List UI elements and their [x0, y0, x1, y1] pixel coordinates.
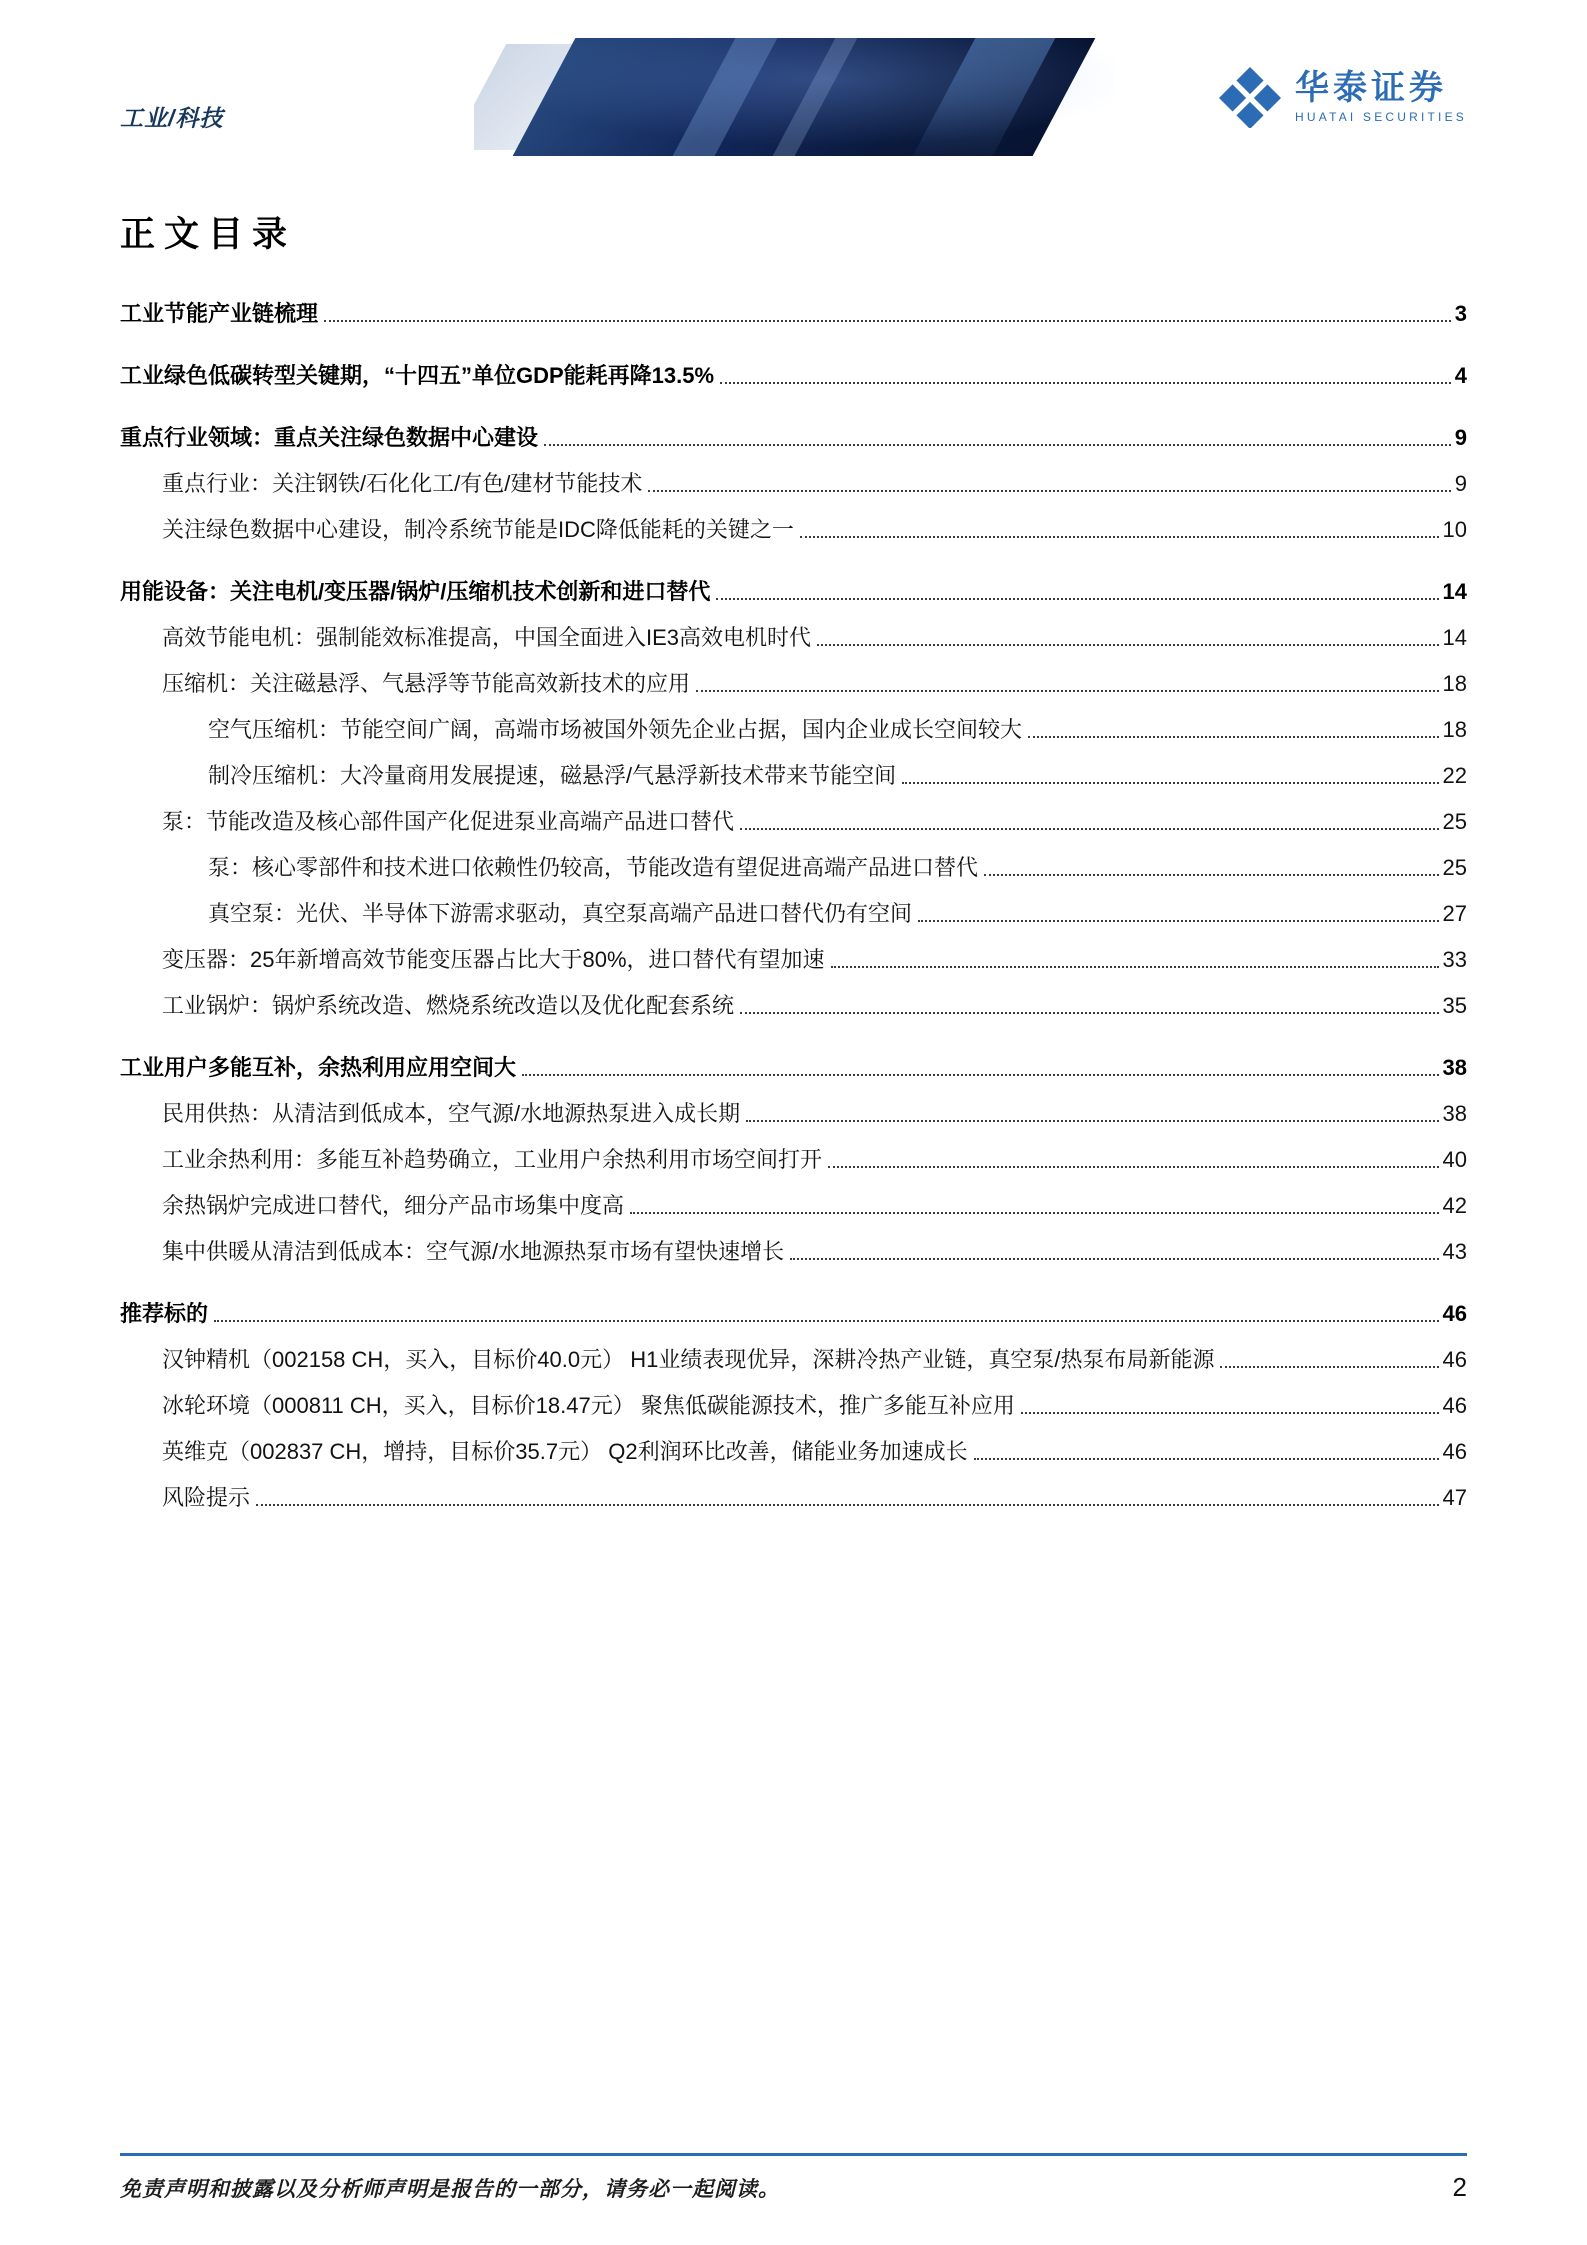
toc-entry[interactable]	[120, 1091, 1467, 1137]
toc-entry[interactable]	[120, 461, 1467, 507]
toc-dot-leader	[720, 382, 1451, 384]
toc-entry-page: 46	[1442, 1439, 1467, 1464]
header-banner-graphic	[474, 38, 1114, 156]
footer-row	[120, 2172, 1467, 2203]
page-main	[0, 207, 1587, 1521]
toc-dot-leader	[1021, 1412, 1439, 1414]
toc-entry-page: 46	[1442, 1347, 1467, 1372]
toc-list	[120, 291, 1467, 1521]
toc-entry[interactable]	[120, 1291, 1467, 1337]
toc-entry-page: 9	[1454, 471, 1467, 496]
toc-entry[interactable]	[120, 1137, 1467, 1183]
toc-entry-page: 38	[1442, 1101, 1467, 1126]
toc-entry[interactable]	[120, 507, 1467, 553]
toc-entry[interactable]	[120, 1183, 1467, 1229]
toc-dot-leader	[630, 1212, 1439, 1214]
toc-entry-page: 3	[1454, 301, 1467, 326]
toc-dot-leader	[648, 490, 1450, 492]
toc-entry-text: 工业绿色低碳转型关键期，“十四五”单位GDP能耗再降13.5%	[120, 363, 715, 388]
toc-entry[interactable]	[120, 1229, 1467, 1275]
toc-entry-text: 泵：节能改造及核心部件国产化促进泵业高端产品进口替代	[162, 809, 735, 834]
toc-entry-text: 工业余热利用：多能互补趋势确立，工业用户余热利用市场空间打开	[162, 1147, 823, 1172]
toc-entry[interactable]	[120, 415, 1467, 461]
toc-entry-page: 14	[1442, 579, 1467, 604]
footer-page-number: 2	[1452, 2172, 1467, 2202]
toc-entry-page: 18	[1442, 671, 1467, 696]
toc-entry[interactable]	[120, 661, 1467, 707]
toc-dot-leader	[716, 598, 1438, 600]
toc-entry-text: 用能设备：关注电机/变压器/锅炉/压缩机技术创新和进口替代	[120, 579, 711, 604]
toc-entry[interactable]	[120, 753, 1467, 799]
toc-dot-leader	[817, 644, 1438, 646]
toc-entry-page: 42	[1442, 1193, 1467, 1218]
toc-dot-leader	[746, 1120, 1438, 1122]
toc-entry[interactable]	[120, 1045, 1467, 1091]
toc-entry-page: 43	[1442, 1239, 1467, 1264]
toc-entry-text: 风险提示	[162, 1485, 251, 1510]
toc-dot-leader	[256, 1504, 1439, 1506]
toc-entry-text: 汉钟精机（002158 CH，买入，目标价40.0元） H1业绩表现优异，深耕冷热产业链，真空泵/热泵布局新能源	[162, 1347, 1215, 1372]
toc-dot-leader	[918, 920, 1439, 922]
toc-dot-leader	[1028, 736, 1439, 738]
toc-entry-page: 46	[1442, 1301, 1467, 1326]
toc-entry-page: 35	[1442, 993, 1467, 1018]
toc-entry-page: 38	[1442, 1055, 1467, 1080]
toc-dot-leader	[214, 1320, 1439, 1322]
toc-entry-text: 工业节能产业链梳理	[120, 301, 319, 326]
toc-entry-text: 冰轮环境（000811 CH，买入，目标价18.47元） 聚焦低碳能源技术，推广多能互补应用	[162, 1393, 1015, 1418]
toc-dot-leader	[974, 1458, 1439, 1460]
toc-dot-leader	[544, 444, 1451, 446]
huatai-logo-icon	[1219, 66, 1281, 128]
toc-entry-text: 关注绿色数据中心建设，制冷系统节能是IDC降低能耗的关键之一	[162, 517, 794, 542]
toc-dot-leader	[740, 1012, 1439, 1014]
toc-entry-page: 47	[1442, 1485, 1467, 1510]
toc-entry[interactable]	[120, 353, 1467, 399]
toc-entry-page: 10	[1442, 517, 1467, 542]
toc-entry-text: 变压器：25年新增高效节能变压器占比大于80%，进口替代有望加速	[162, 947, 825, 972]
toc-dot-leader	[522, 1074, 1439, 1076]
toc-dot-leader	[1220, 1366, 1438, 1368]
toc-entry-text: 泵：核心零部件和技术进口依赖性仍较高，节能改造有望促进高端产品进口替代	[208, 855, 979, 880]
footer-disclaimer: 免责声明和披露以及分析师声明是报告的一部分，请务必一起阅读。	[120, 2178, 780, 2201]
report-category: 工业/科技	[120, 105, 224, 131]
toc-entry-page: 18	[1442, 717, 1467, 742]
toc-entry[interactable]	[120, 845, 1467, 891]
toc-dot-leader	[902, 782, 1438, 784]
toc-dot-leader	[740, 828, 1439, 830]
toc-entry-text: 推荐标的	[120, 1301, 209, 1326]
toc-entry-text: 工业用户多能互补，余热利用应用空间大	[120, 1055, 517, 1080]
toc-entry-text: 真空泵：光伏、半导体下游需求驱动，真空泵高端产品进口替代仍有空间	[208, 901, 913, 926]
brand-subtitle: HUATAI SECURITIES	[1295, 110, 1467, 125]
toc-entry[interactable]	[120, 569, 1467, 615]
toc-entry-text: 压缩机：关注磁悬浮、气悬浮等节能高效新技术的应用	[162, 671, 691, 696]
toc-entry-text: 重点行业领域：重点关注绿色数据中心建设	[120, 425, 539, 450]
toc-entry-page: 25	[1442, 855, 1467, 880]
toc-entry[interactable]	[120, 707, 1467, 753]
toc-entry-page: 22	[1442, 763, 1467, 788]
toc-dot-leader	[696, 690, 1439, 692]
toc-entry-text: 制冷压缩机：大冷量商用发展提速，磁悬浮/气悬浮新技术带来节能空间	[208, 763, 897, 788]
toc-dot-leader	[324, 320, 1451, 322]
toc-entry-page: 14	[1442, 625, 1467, 650]
toc-entry-text: 余热锅炉完成进口替代，细分产品市场集中度高	[162, 1193, 625, 1218]
toc-entry[interactable]	[120, 291, 1467, 337]
toc-entry[interactable]	[120, 937, 1467, 983]
toc-entry-page: 25	[1442, 809, 1467, 834]
toc-dot-leader	[984, 874, 1439, 876]
toc-entry[interactable]	[120, 615, 1467, 661]
toc-entry-page: 9	[1454, 425, 1467, 450]
brand-name: 华泰证券	[1295, 68, 1448, 107]
toc-dot-leader	[831, 966, 1439, 968]
toc-dot-leader	[800, 536, 1439, 538]
toc-entry-page: 40	[1442, 1147, 1467, 1172]
toc-entry-text: 集中供暖从清洁到低成本：空气源/水地源热泵市场有望快速增长	[162, 1239, 785, 1264]
toc-dot-leader	[790, 1258, 1438, 1260]
toc-entry[interactable]	[120, 983, 1467, 1029]
toc-entry[interactable]	[120, 891, 1467, 937]
toc-entry-page: 27	[1442, 901, 1467, 926]
banner-glow	[474, 38, 1114, 156]
toc-entry[interactable]	[120, 1337, 1467, 1383]
toc-entry[interactable]	[120, 1383, 1467, 1429]
toc-entry-page: 33	[1442, 947, 1467, 972]
toc-entry-text: 高效节能电机：强制能效标准提高，中国全面进入IE3高效电机时代	[162, 625, 812, 650]
toc-entry[interactable]	[120, 799, 1467, 845]
brand-logo	[1219, 66, 1467, 128]
toc-entry-text: 民用供热：从清洁到低成本，空气源/水地源热泵进入成长期	[162, 1101, 741, 1126]
brand-text	[1295, 70, 1467, 124]
toc-entry[interactable]	[120, 1475, 1467, 1521]
toc-entry-text: 空气压缩机：节能空间广阔，高端市场被国外领先企业占据，国内企业成长空间较大	[208, 717, 1023, 742]
toc-entry-text: 重点行业：关注钢铁/石化化工/有色/建材节能技术	[162, 471, 643, 496]
toc-entry-page: 4	[1454, 363, 1467, 388]
page-footer	[120, 2153, 1467, 2203]
page-header	[0, 0, 1587, 185]
toc-entry-page: 46	[1442, 1393, 1467, 1418]
toc-entry-text: 工业锅炉：锅炉系统改造、燃烧系统改造以及优化配套系统	[162, 993, 735, 1018]
toc-entry[interactable]	[120, 1429, 1467, 1475]
toc-title: 正文目录	[120, 215, 297, 254]
toc-entry-text: 英维克（002837 CH，增持，目标价35.7元） Q2利润环比改善，储能业务加速成长	[162, 1439, 968, 1464]
toc-dot-leader	[828, 1166, 1439, 1168]
